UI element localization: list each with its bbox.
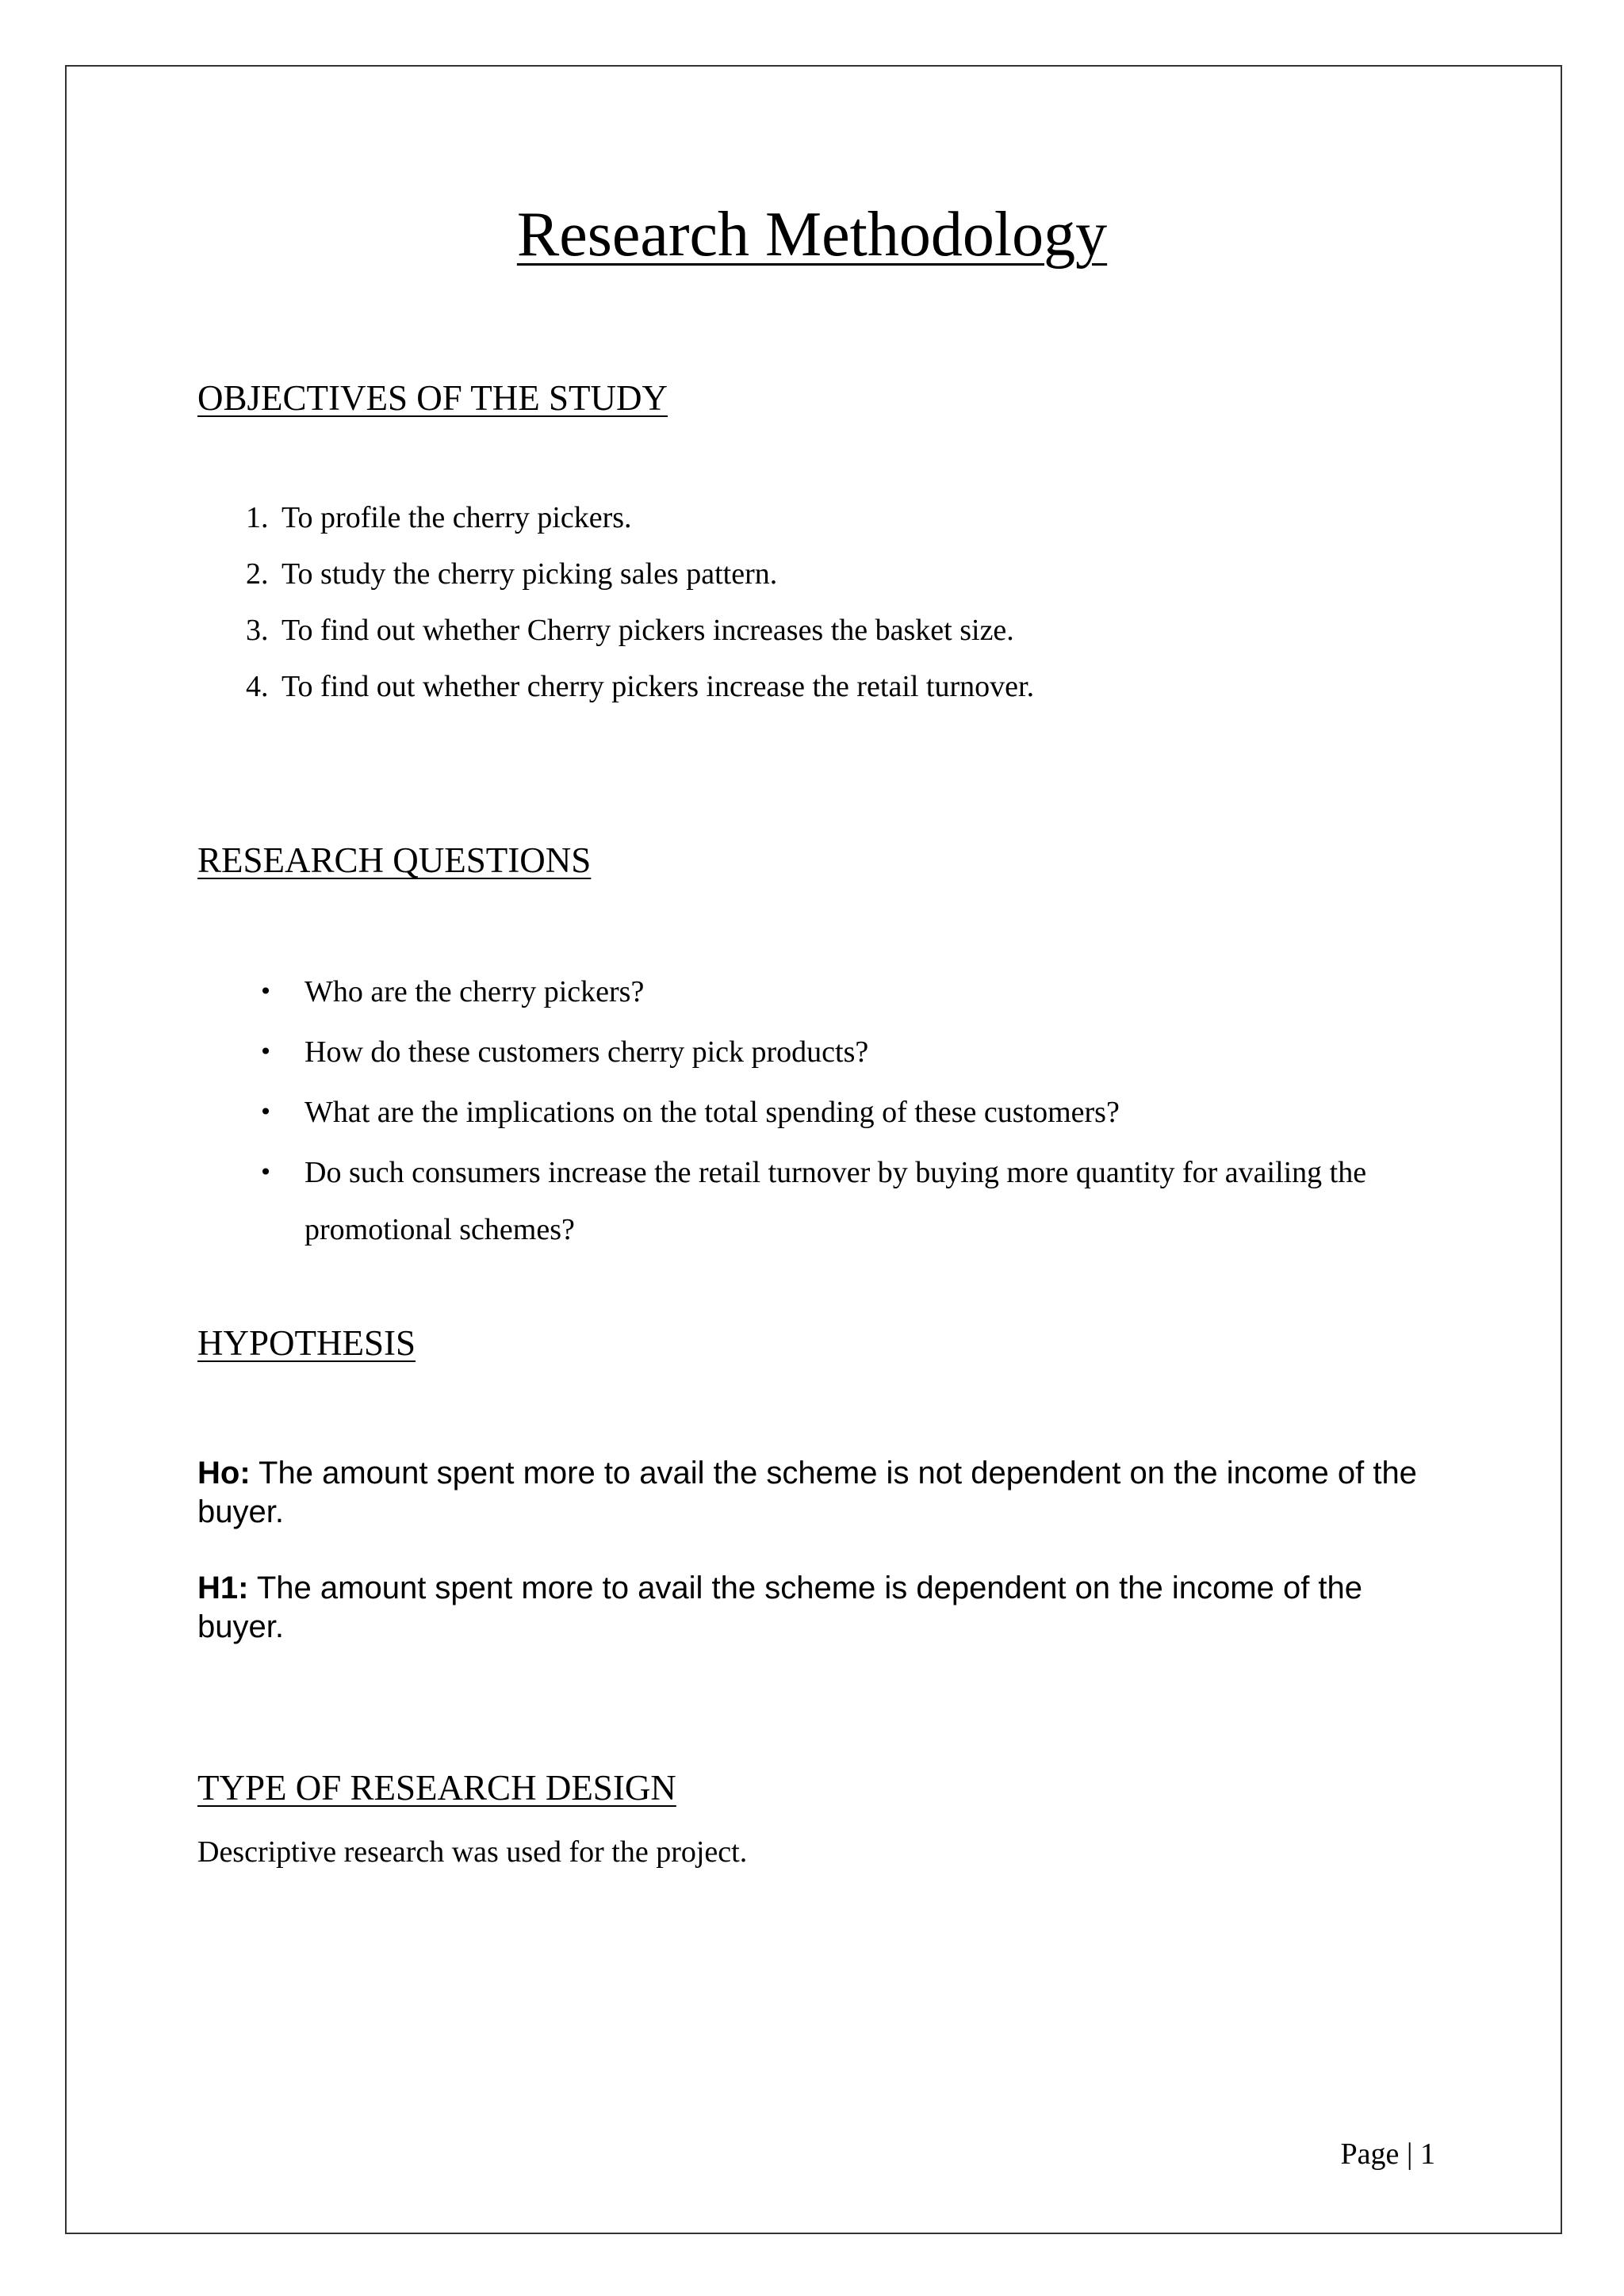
question-text: Do such consumers increase the retail turnover by buying more quantity for availing the promotional schemes? (304, 1156, 1367, 1246)
objective-number: 4. (246, 670, 269, 703)
research-design-heading: TYPE OF RESEARCH DESIGN (197, 1768, 676, 1808)
hypothesis-text: The amount spent more to avail the scheme is not dependent on the income of the buyer. (197, 1456, 1417, 1529)
objective-number: 3. (246, 614, 269, 647)
objective-number: 2. (246, 557, 269, 591)
research-questions-heading: RESEARCH QUESTIONS (197, 840, 592, 880)
hypothesis-alternative (197, 1569, 1434, 1647)
page-number: Page | 1 (1340, 2137, 1435, 2171)
bullet-icon: • (259, 1039, 273, 1065)
bullet-icon: • (259, 1099, 273, 1125)
hypothesis-text: The amount spent more to avail the scheme is dependent on the income of the buyer. (197, 1571, 1363, 1644)
bullet-icon: • (259, 978, 273, 1004)
objective-item (246, 668, 1034, 705)
objective-text: To profile the cherry pickers. (282, 501, 632, 534)
hypothesis-null (197, 1454, 1434, 1532)
question-text: Who are the cherry pickers? (304, 975, 645, 1008)
question-text: What are the implications on the total spending of these customers? (304, 1096, 1120, 1129)
objective-item (246, 612, 1014, 649)
hypothesis-label: H1: (197, 1571, 249, 1605)
hypothesis-label: Ho: (197, 1456, 251, 1490)
hypothesis-heading: HYPOTHESIS (197, 1323, 416, 1363)
research-design-text: Descriptive research was used for the project. (197, 1835, 748, 1869)
objectives-heading: OBJECTIVES OF THE STUDY (197, 378, 668, 418)
bullet-icon: • (259, 1159, 273, 1185)
question-text: How do these customers cherry pick products? (304, 1035, 869, 1069)
objective-text: To study the cherry picking sales pattern. (282, 557, 778, 591)
page-title: Research Methodology (516, 200, 1108, 270)
objective-text: To find out whether cherry pickers increase the retail turnover. (282, 670, 1035, 703)
objective-item (246, 499, 632, 536)
objective-text: To find out whether Cherry pickers increases the basket size. (282, 614, 1014, 647)
objective-item (246, 556, 777, 592)
objective-number: 1. (246, 501, 269, 534)
